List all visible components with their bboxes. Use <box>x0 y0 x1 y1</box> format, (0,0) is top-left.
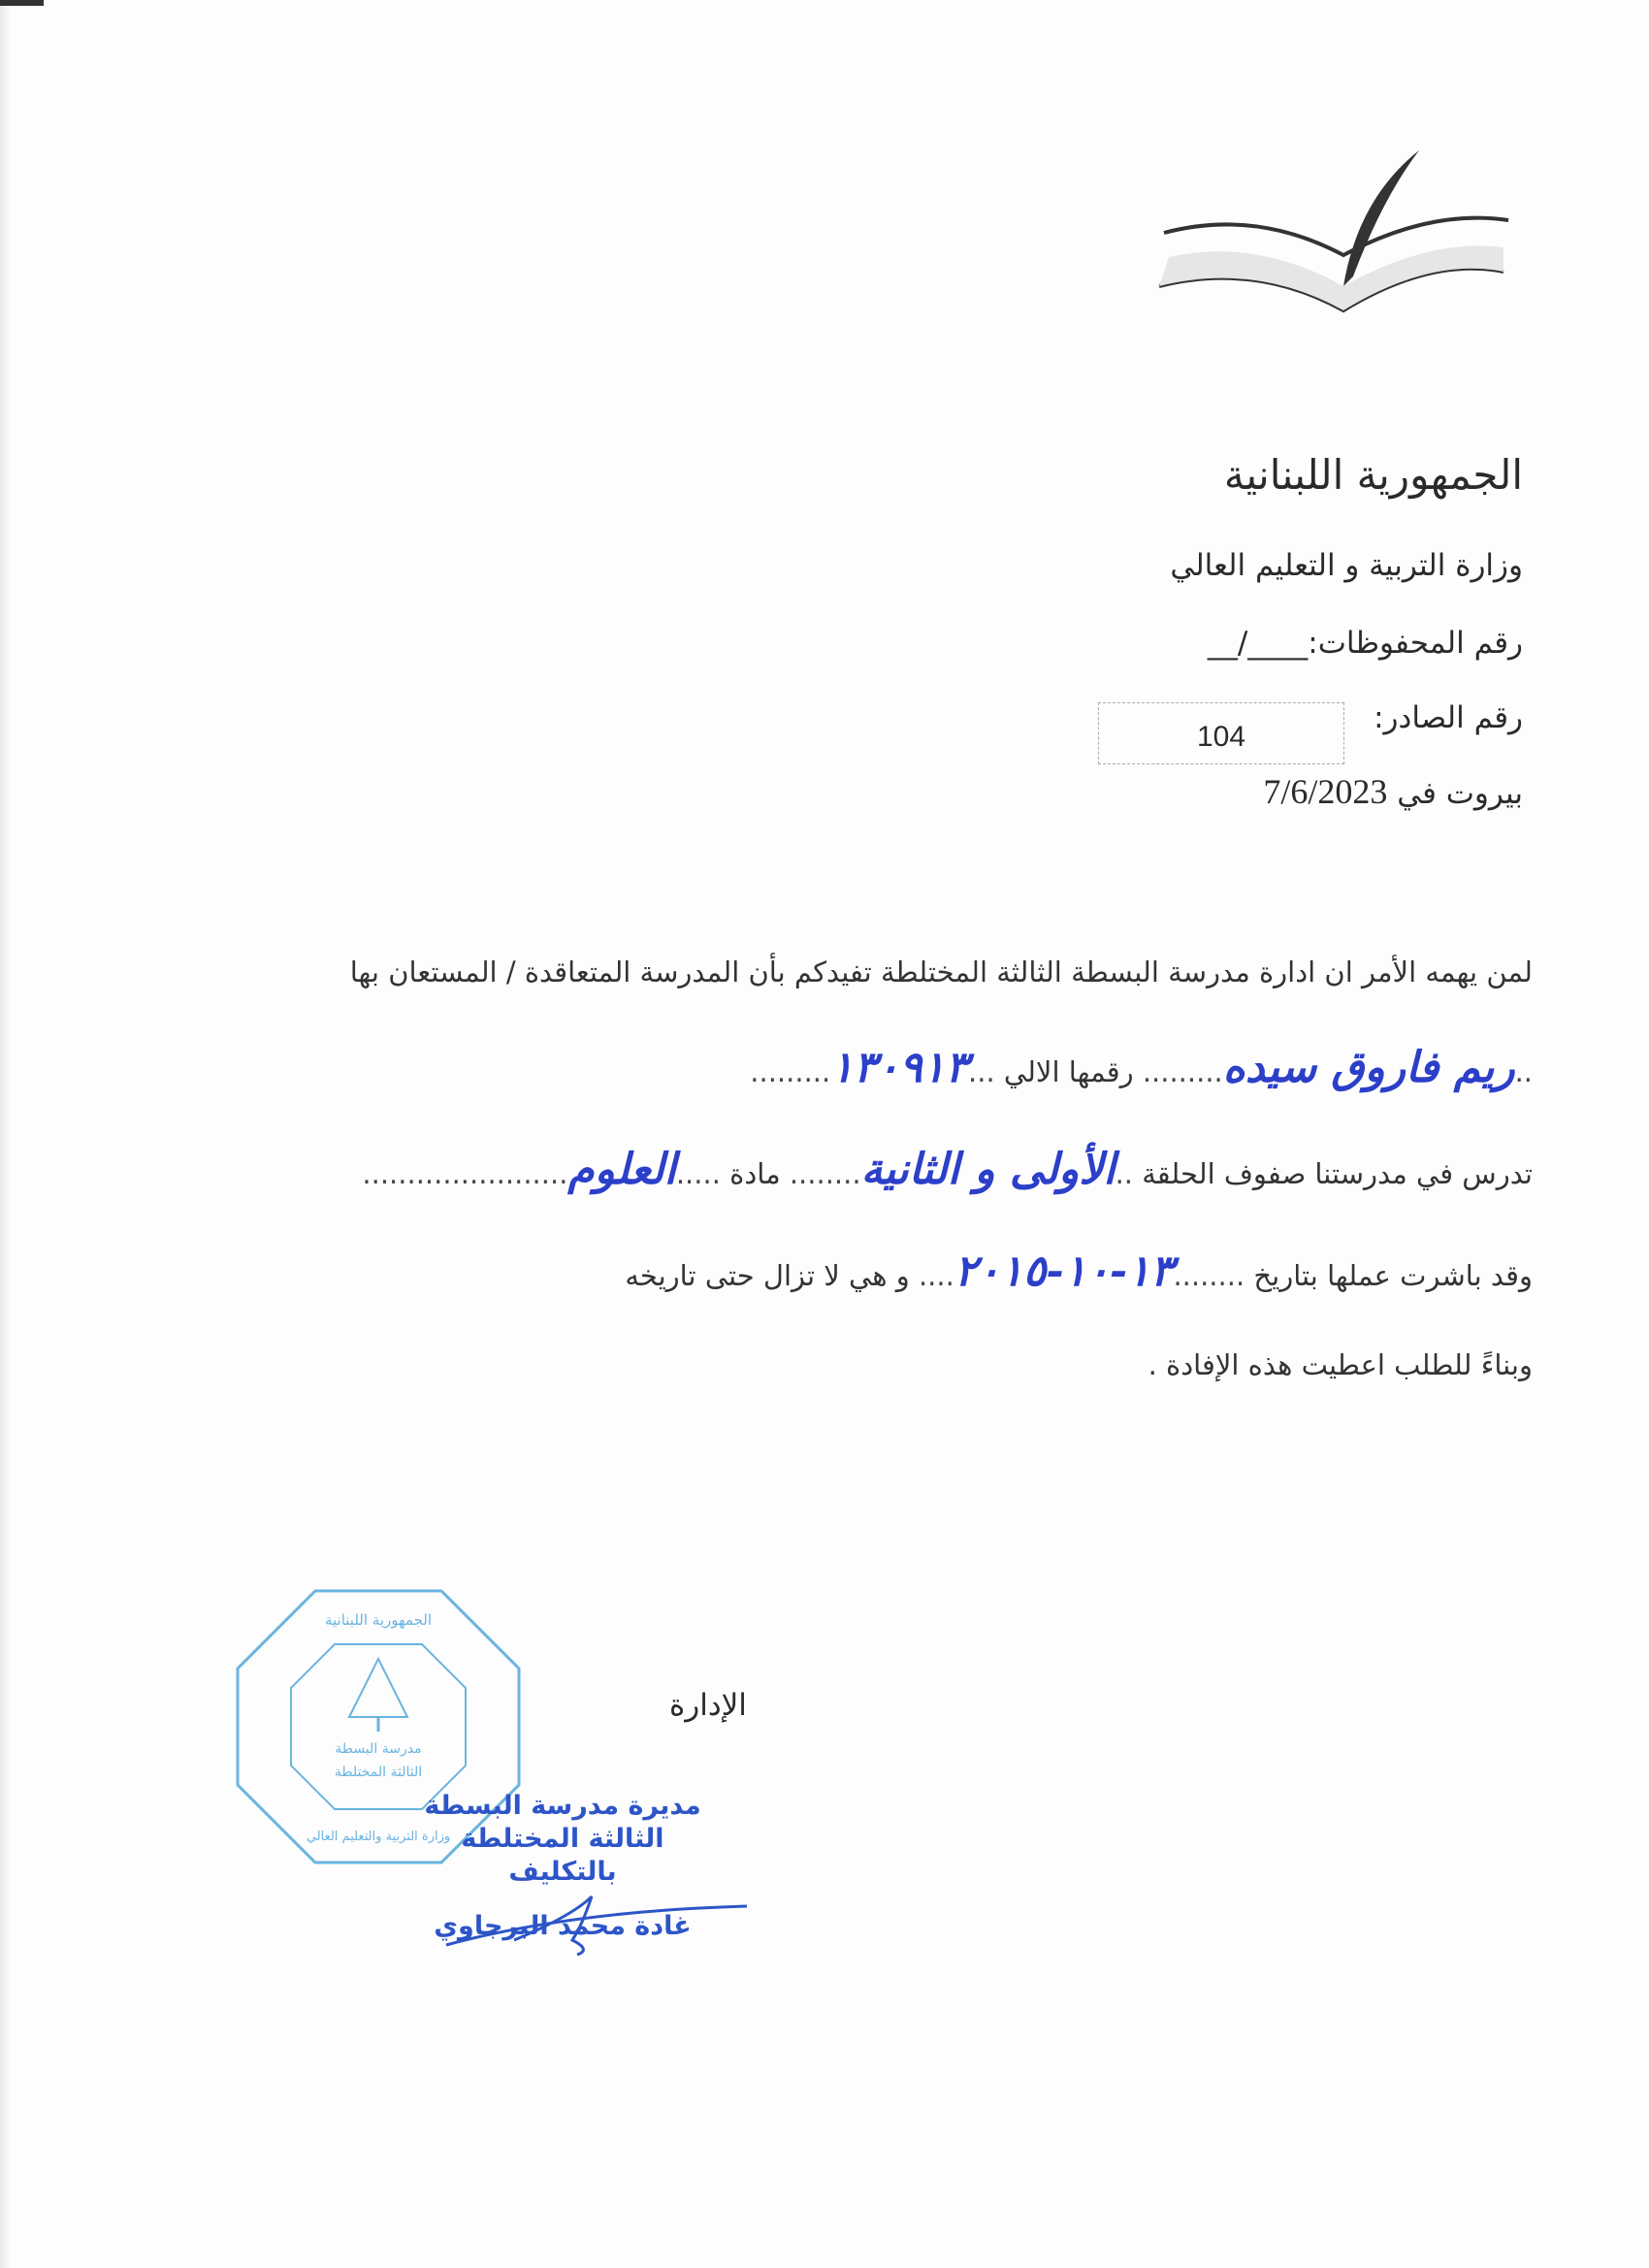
subject-label: مادة <box>729 1157 781 1190</box>
start-label: وقد باشرت عملها بتاريخ <box>1253 1259 1533 1292</box>
handwritten-signature <box>427 1882 757 1960</box>
body-line-2: ..ريم فاروق سيده......... رقمها الالي ...١٣٠٩١٣......... <box>750 1043 1533 1092</box>
archive-label: رقم المحفوظات: <box>1308 626 1523 661</box>
stamp-republic: الجمهورية اللبنانية <box>324 1611 433 1629</box>
signatory-name: غادة محمد البرجاوي <box>434 1911 692 1941</box>
stamp-school-subname: الثالثة المختلطة <box>334 1765 423 1780</box>
body-line-4: وقد باشرت عملها بتاريخ ........١٣-١٠-٢٠١٥.... و هي لا تزال حتى تاريخه <box>625 1247 1533 1296</box>
still-label: و هي لا تزال حتى تاريخه <box>625 1259 910 1292</box>
signature-title-3: بالتكليف <box>508 1857 617 1887</box>
place-date-row <box>1263 771 1523 812</box>
ministry-name: وزارة التربية و التعليم العالي <box>1170 548 1523 583</box>
open-book-logo <box>1149 141 1518 320</box>
administration-label: الإدارة <box>669 1688 747 1723</box>
archive-value: ____/__ <box>1207 626 1309 661</box>
republic-heading: الجمهورية اللبنانية <box>1223 451 1523 499</box>
start-date: ١٣-١٠-٢٠١٥ <box>954 1247 1174 1296</box>
id-label: رقمها الالي <box>1003 1055 1134 1088</box>
scan-corner <box>0 0 44 6</box>
subject-value: العلوم <box>567 1145 676 1194</box>
body-line-1: لمن يهمه الأمر ان ادارة مدرسة البسطة الثالثة المختلطة تفيدكم بأن المدرسة المتعاقدة / المستعان بها <box>349 956 1533 988</box>
issue-number-box: 104 <box>1098 702 1344 764</box>
issue-date: 7/6/2023 <box>1263 772 1388 811</box>
teacher-name: ريم فاروق سيده <box>1222 1043 1515 1092</box>
signature-title-2: الثالثة المختلطة <box>461 1824 664 1854</box>
scan-edge <box>0 0 12 2268</box>
id-number: ١٣٠٩١٣ <box>830 1043 969 1092</box>
issue-label: رقم الصادر: <box>1374 700 1523 735</box>
teaches-label: تدرس في مدرستنا صفوف الحلقة <box>1142 1157 1533 1190</box>
body-line-3: تدرس في مدرستنا صفوف الحلقة ..الأولى و الثانية........ مادة .....العلوم....................... <box>362 1145 1533 1194</box>
archive-number-row <box>1208 626 1523 661</box>
stamp-ministry: وزارة التربية والتعليم العالي <box>306 1830 451 1844</box>
cycle-value: الأولى و الثانية <box>860 1145 1116 1194</box>
stamp-school-name: مدرسة البسطة <box>335 1741 422 1757</box>
place-label: بيروت في <box>1397 776 1523 811</box>
signature-title-1: مديرة مدرسة البسطة <box>424 1791 701 1821</box>
closing-line: وبناءً للطلب اعطيت هذه الإفادة . <box>1148 1348 1533 1381</box>
